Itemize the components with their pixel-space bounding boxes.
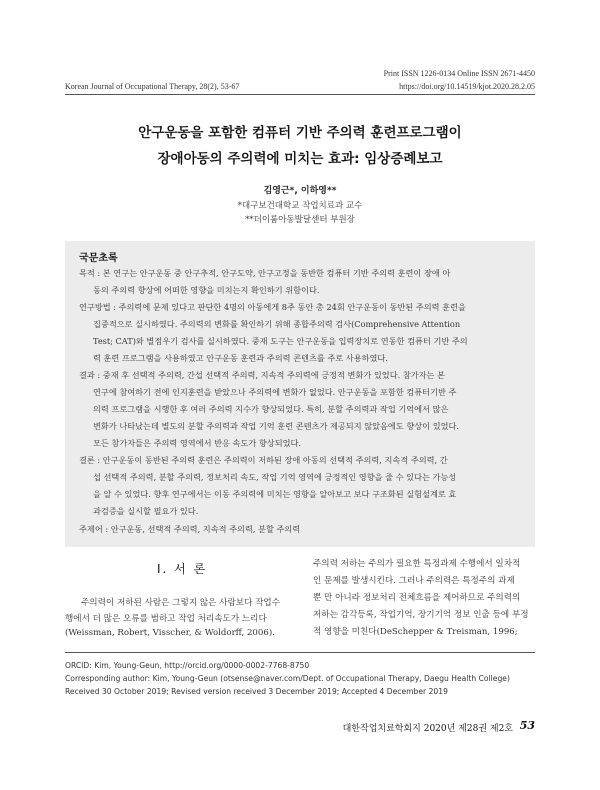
journal-citation: Korean Journal of Occupational Therapy, 28(2), 53-67	[65, 82, 240, 91]
affiliation-2: **더이룸아동발달센터 부원장	[245, 215, 355, 225]
body-line: 저하는 감각등록, 작업기억, 장기기억 정보 인출 등에 부정	[313, 610, 529, 620]
abstract-line: 모든 참가자들은 주의력 영역에서 반응 속도가 향상되었다.	[93, 438, 302, 448]
body-line: 인 문제를 발생시킨다. 그러나 주의력은 특정주의 과제	[313, 576, 515, 586]
abstract-line: 변화가 나타났는데 별도의 분할 주의력과 작업 기억 훈련 콘텐츠가 제공되지 않았음에도 향상이 있었다.	[93, 421, 460, 431]
body-line: 행에서 더 많은 오류를 범하고 작업 처리속도가 느리다	[65, 614, 267, 624]
authors: 김영근*, 이하영**	[263, 186, 337, 196]
body-line: 적 영향을 미친다(DeSchepper & Treisman, 1996;	[313, 627, 518, 637]
abstract-line: 목적 : 본 연구는 안구운동 중 안구추적, 안구도약, 안구고정을 동반한 컴퓨터 기반 주의력 훈련이 장애 아	[79, 268, 451, 278]
issn-line: Print ISSN 1226-0134 Online ISSN 2671-4450	[383, 69, 535, 78]
abstract-line: 력 훈련 프로그램을 사용하였고 안구운동 훈련과 주의력 콘텐츠를 주로 사용하였다.	[93, 353, 388, 363]
abstract-line: 결론 : 안구운동이 동반된 주의력 훈련은 주의력이 저하된 장애 아동의 선택적 주의력, 지속적 주의력, 간	[79, 455, 448, 465]
body-line: 뿐 만 아니라 정보처리 전체흐름을 제어하므로 주의력의	[313, 593, 521, 603]
abstract-heading: 국문초록	[79, 253, 118, 264]
received-footnote: Received 30 October 2019; Revised version received 3 December 2019; Accepted 4 December 2019	[65, 687, 448, 696]
body-line: 주의력이 저하된 사람은 그렇지 않은 사람보다 작업수	[81, 598, 281, 608]
abstract-line: Test; CAT)와 별점우기 검사를 실시하였다. 중재 도구는 안구운동을 입력장치로 연동한 컴퓨터 기반 주의	[93, 336, 468, 346]
body-line: (Weissman, Robert, Visscher, & Woldorff, 2006).	[65, 628, 275, 638]
doi-line: https://doi.org/10.14519/kjot.2020.28.2.05	[399, 82, 535, 91]
footer-journal: 대한작업치료학회지 2020년 제28권 제2호	[342, 724, 513, 734]
affiliation-1: *대구보건대학교 작업치료과 교수	[237, 201, 363, 211]
abstract-line: 섭 선택적 주의력, 분할 주의력, 정보처리 속도, 작업 기억 영역에 긍정적인 영향을 줄 수 있다는 가능성	[93, 472, 457, 482]
page-number: 53	[519, 719, 535, 732]
body-line: 주의력 저하는 주의가 필요한 특정과제 수행에서 일차적	[313, 559, 521, 569]
abstract-line: 을 알 수 있었다. 향후 연구에서는 이동 주의력에 미치는 영향을 알아보고 보다 구조화된 실험설계로 효	[93, 489, 457, 499]
title-line-2: 장애아동의 주의력에 미치는 효과: 임상증례보고	[157, 151, 443, 167]
title-line-1: 안구운동을 포함한 컴퓨터 기반 주의력 훈련프로그램이	[138, 125, 462, 141]
abstract-line: 의력 프로그램을 시행한 후 여러 주의력 지수가 향상되었다. 특히, 분할 주의력과 작업 기억에서 많은	[93, 404, 449, 414]
abstract-line: 과검증을 실시할 필요가 있다.	[93, 506, 199, 516]
abstract-line: 결과 : 중재 후 선택적 주의력, 간섭 선택적 주의력, 지속적 주의력에 긍정적 변화가 있었다. 참가자는 본	[79, 370, 445, 380]
corresponding-author-footnote: Corresponding author: Kim, Young-Geun (otsense@naver.com/Dept. of Occupational Therapy, Daegu Health College)	[65, 674, 510, 683]
footnote-rule	[65, 652, 535, 653]
abstract-line: 연구에 참여하기 전에 인지훈련을 받았으나 주의력에 변화가 없었다. 안구운동을 포함한 컴퓨터기반 주	[93, 387, 457, 397]
abstract-line: 동의 주의력 향상에 어떠한 영향을 미치는지 확인하기 위함이다.	[93, 285, 320, 295]
abstract-line: 집중적으로 실시하였다. 주의력의 변화를 확인하기 위해 종합주의력 검사(Comprehensive Attention	[93, 319, 461, 329]
abstract-line: 연구방법 : 주의력에 문제 있다고 판단한 4명의 아동에게 8주 동안 총 24회 안구운동이 동반된 주의력 훈련을	[79, 302, 466, 312]
orcid-footnote: ORCID: Kim, Young-Geun, http://orcid.org/0000-0002-7768-8750	[65, 661, 310, 670]
keywords: 주제어 : 안구운동, 선택적 주의력, 지속적 주의력, 분할 주의력	[79, 524, 301, 534]
header-rule	[65, 94, 535, 95]
section-heading: Ⅰ. 서 론	[157, 562, 208, 576]
